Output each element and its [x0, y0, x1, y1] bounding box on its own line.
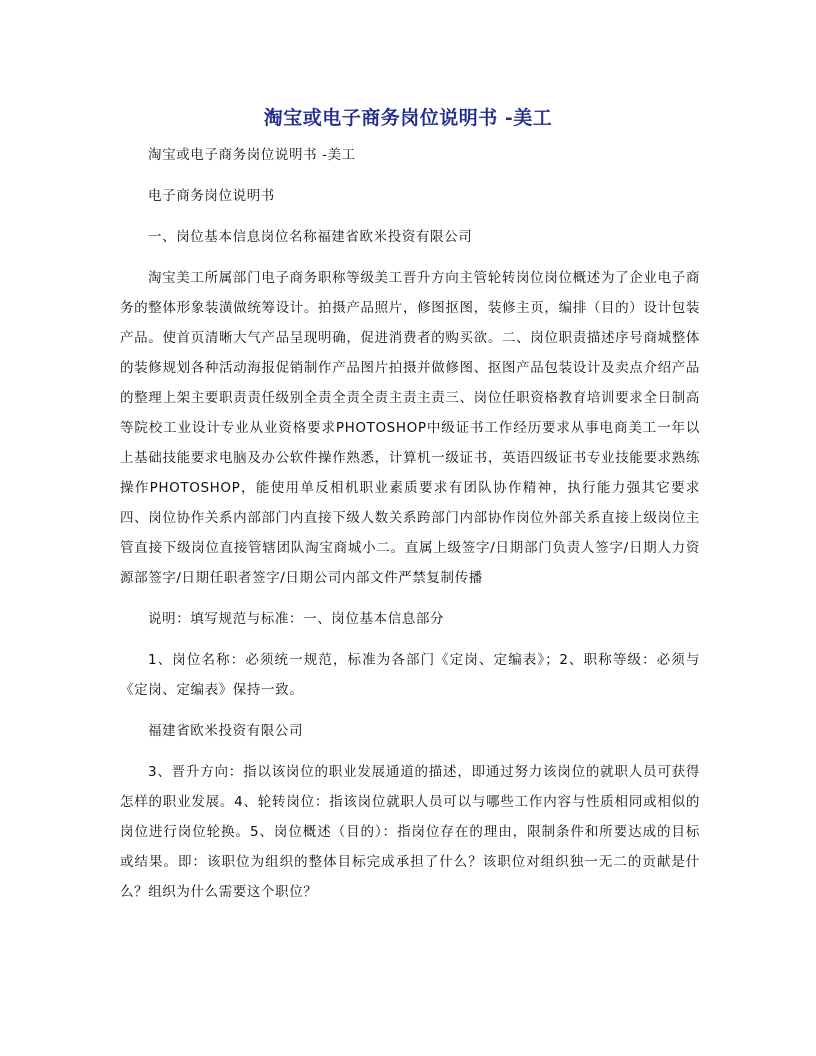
paragraph-company: 福建省欧米投资有限公司: [148, 723, 304, 739]
paragraph-instructions: 说明：填写规范与标准：一、岗位基本信息部分: [148, 611, 445, 627]
paragraph-rules-1-2: 1、岗位名称：必须统一规范，标准为各部门《定岗、定编表》；2、职称等级：必须与《定岗、定编表》保持一致。: [120, 652, 700, 698]
paragraph-subtitle: 淘宝或电子商务岗位说明书 -美工: [148, 147, 356, 163]
paragraph-rules-3-5: 3、晋升方向：指以该岗位的职业发展通道的描述，即通过努力该岗位的就职人员可获得怎样的职业发展。4、轮转岗位：指该岗位就职人员可以与哪些工作内容与性质相同或相似的岗位进行岗位轮换。5、岗位概述（目的）：指岗位存在的理由，限制条件和所要达成的目标或结果。即：该职位为组织的整体目标完成承担了什么？该职位对组织独一无二的贡献是什么？组织为什么需要这个职位？: [120, 764, 700, 900]
paragraph-main-body: 淘宝美工所属部门电子商务职称等级美工晋升方向主管轮转岗位岗位概述为了企业电子商务的整体形象装潢做统筹设计。拍摄产品照片，修图抠图，装修主页，编排（目的）设计包装产品。使首页清晰大气产品呈现明确，促进消费者的购买欲。二、岗位职责描述序号商城整体的装修规划各种活动海报促销制作产品图片拍摄并做修图、抠图产品包装设计及卖点介绍产品的整理上架主要职责责任级别全责全责全责主责主责三、岗位任职资格教育培训要求全日制高等院校工业设计专业从业资格要求PHOTOSHOP中级证书工作经历要求从事电商美工一年以上基础技能要求电脑及办公软件操作熟悉，计算机一级证书，英语四级证书专业技能要求熟练操作PHOTOSHOP，能使用单反相机职业素质要求有团队协作精神，执行能力强其它要求四、岗位协作关系内部部门内直接下级人数关系跨部门内部协作岗位外部关系直接上级岗位主管直接下级岗位直接管辖团队淘宝商城小二。直属上级签字/日期部门负责人签字/日期人力资源部签字/日期任职者签字/日期公司内部文件严禁复制传播: [120, 270, 700, 586]
paragraph-heading: 电子商务岗位说明书: [148, 188, 275, 204]
paragraph-section-one: 一、岗位基本信息岗位名称福建省欧米投资有限公司: [148, 229, 473, 245]
document-body: [120, 140, 700, 918]
document-title: 淘宝或电子商务岗位说明书 -美工: [263, 107, 553, 129]
